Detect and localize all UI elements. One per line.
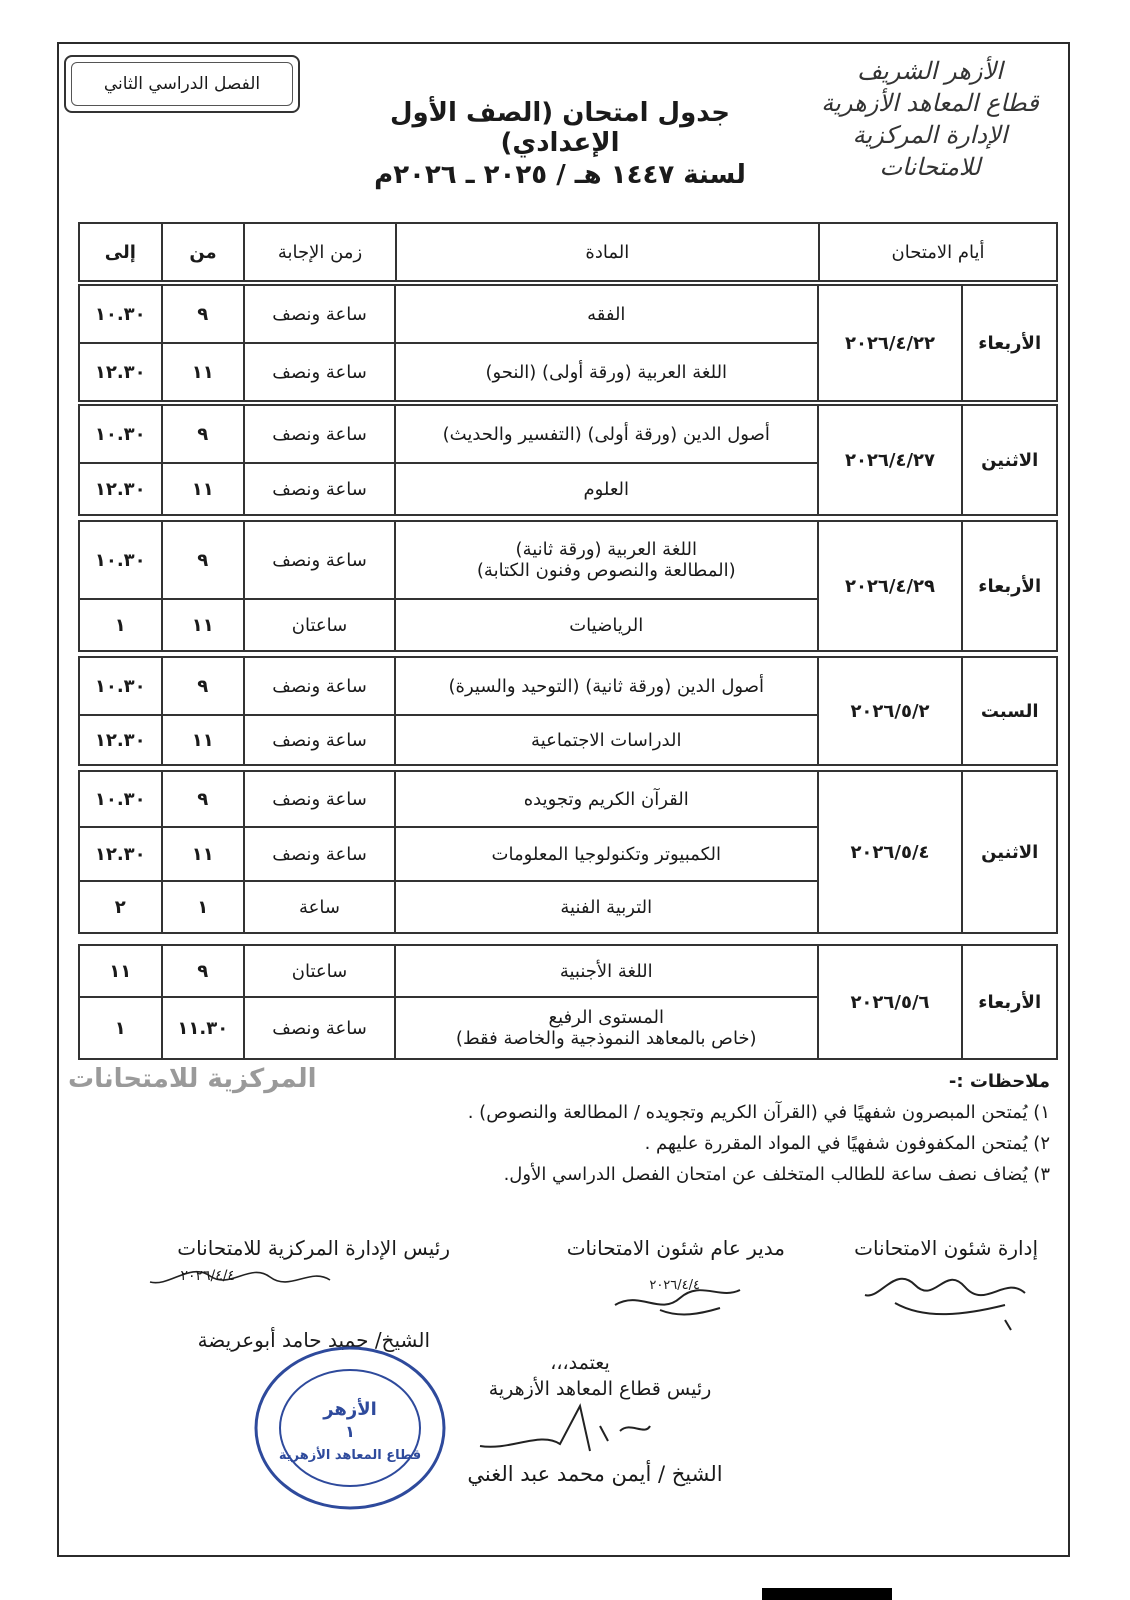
central-head-title: رئيس الإدارة المركزية للامتحانات bbox=[177, 1236, 450, 1260]
watermark-text: المركزية للامتحانات bbox=[68, 1064, 317, 1094]
azhar-logo bbox=[800, 55, 1060, 183]
note-item: ١) يُمتحن المبصرون شفهيًا في (القرآن الكريم وتجويده / المطالعة والنصوص) . bbox=[467, 1102, 1050, 1123]
exam-date: ٢٠٢٦/٤/٢٩ bbox=[818, 521, 963, 651]
schedule-header bbox=[78, 222, 1058, 282]
from-cell: ١١.٣٠ bbox=[162, 997, 245, 1059]
subject-cell: الفقه bbox=[395, 285, 818, 343]
duration-cell: ساعة ونصف bbox=[244, 997, 395, 1059]
sector-head-name: الشيخ / أيمن محمد عبد الغني bbox=[467, 1462, 723, 1486]
duration-cell: ساعة bbox=[244, 881, 395, 933]
duration-cell: ساعتان bbox=[244, 945, 395, 997]
from-cell: ٩ bbox=[162, 657, 245, 715]
subject-cell: أصول الدين (ورقة ثانية) (التوحيد والسيرة) bbox=[395, 657, 818, 715]
from-cell: ١ bbox=[162, 881, 245, 933]
stamp-text: ١ bbox=[345, 1422, 355, 1441]
logo-line-3: الإدارة المركزية للامتحانات bbox=[852, 121, 1008, 181]
from-cell: ٩ bbox=[162, 521, 245, 599]
duration-cell: ساعة ونصف bbox=[244, 715, 395, 765]
signature-central-head bbox=[140, 1262, 340, 1302]
signature-sector-head bbox=[470, 1396, 660, 1466]
notes-heading: ملاحظات :- bbox=[948, 1071, 1050, 1092]
to-cell: ١٠.٣٠ bbox=[79, 771, 162, 827]
exam-date: ٢٠٢٦/٥/٢ bbox=[818, 657, 963, 765]
to-cell: ١١ bbox=[79, 945, 162, 997]
from-cell: ١١ bbox=[162, 715, 245, 765]
day-name: الأربعاء bbox=[962, 945, 1057, 1059]
handwritten-date: ٢٠٢٦/٤/٤ bbox=[180, 1268, 235, 1284]
day-block bbox=[78, 284, 1058, 402]
day-name: الاثنين bbox=[962, 405, 1057, 515]
duration-cell: ساعة ونصف bbox=[244, 343, 395, 401]
exam-date: ٢٠٢٦/٥/٤ bbox=[818, 771, 963, 933]
subject-cell bbox=[395, 997, 818, 1059]
duration-cell: ساعة ونصف bbox=[244, 657, 395, 715]
sector-head-title: رئيس قطاع المعاهد الأزهرية bbox=[488, 1378, 712, 1400]
duration-cell: ساعة ونصف bbox=[244, 405, 395, 463]
from-cell: ١١ bbox=[162, 599, 245, 651]
note-item: ٣) يُضاف نصف ساعة للطالب المتخلف عن امتحان الفصل الدراسي الأول. bbox=[503, 1164, 1050, 1185]
subject-cell: أصول الدين (ورقة أولى) (التفسير والحديث) bbox=[395, 405, 818, 463]
subject-line-2: (المطالعة والنصوص وفنون الكتابة) bbox=[476, 560, 736, 581]
to-cell: ١٢.٣٠ bbox=[79, 343, 162, 401]
from-cell: ١١ bbox=[162, 463, 245, 515]
stamp-text: الأزهر bbox=[323, 1399, 377, 1420]
logo-line-1: الأزهر الشريف bbox=[857, 57, 1003, 85]
day-block bbox=[78, 656, 1058, 766]
from-cell: ٩ bbox=[162, 285, 245, 343]
to-cell: ١٠.٣٠ bbox=[79, 521, 162, 599]
from-cell: ٩ bbox=[162, 771, 245, 827]
to-cell: ١٠.٣٠ bbox=[79, 657, 162, 715]
to-cell: ١٠.٣٠ bbox=[79, 405, 162, 463]
subject-cell bbox=[395, 521, 818, 599]
header-to: إلى bbox=[79, 223, 162, 281]
academic-year: لسنة ١٤٤٧ هـ / ٢٠٢٥ ـ ٢٠٢٦م bbox=[374, 160, 746, 190]
from-cell: ٩ bbox=[162, 405, 245, 463]
term-label: الفصل الدراسي الثاني bbox=[103, 74, 261, 94]
to-cell: ١ bbox=[79, 599, 162, 651]
header-subject: المادة bbox=[396, 223, 819, 281]
note-item: ٢) يُمتحن المكفوفون شفهيًا في المواد المقررة عليهم . bbox=[644, 1133, 1050, 1154]
exams-affairs-title: إدارة شئون الامتحانات bbox=[854, 1236, 1038, 1260]
exam-date: ٢٠٢٦/٤/٢٢ bbox=[818, 285, 963, 401]
day-block bbox=[78, 944, 1058, 1060]
from-cell: ١١ bbox=[162, 343, 245, 401]
subject-line-1: المستوى الرفيع bbox=[548, 1007, 665, 1028]
to-cell: ١٢.٣٠ bbox=[79, 463, 162, 515]
to-cell: ٢ bbox=[79, 881, 162, 933]
central-head-name: الشيخ/ حميد حامد أبوعريضة bbox=[197, 1328, 430, 1352]
to-cell: ١٠.٣٠ bbox=[79, 285, 162, 343]
header-duration: زمن الإجابة bbox=[244, 223, 395, 281]
handwritten-date: ٢٠٢٦/٤/٤ bbox=[649, 1278, 700, 1293]
duration-cell: ساعتان bbox=[244, 599, 395, 651]
subject-cell: اللغة الأجنبية bbox=[395, 945, 818, 997]
signature-exams-affairs bbox=[855, 1265, 1035, 1335]
from-cell: ٩ bbox=[162, 945, 245, 997]
subject-cell: اللغة العربية (ورقة أولى) (النحو) bbox=[395, 343, 818, 401]
scan-artifact bbox=[762, 1588, 892, 1600]
to-cell: ١٢.٣٠ bbox=[79, 715, 162, 765]
header-from: من bbox=[162, 223, 245, 281]
notes-section bbox=[90, 1066, 1050, 1190]
page-title: جدول امتحان (الصف الأول الإعدادي) bbox=[389, 98, 731, 158]
from-cell: ١١ bbox=[162, 827, 245, 881]
day-block bbox=[78, 520, 1058, 652]
subject-cell: التربية الفنية bbox=[395, 881, 818, 933]
day-block bbox=[78, 770, 1058, 934]
to-cell: ١٢.٣٠ bbox=[79, 827, 162, 881]
duration-cell: ساعة ونصف bbox=[244, 771, 395, 827]
general-manager-title: مدير عام شئون الامتحانات bbox=[566, 1236, 785, 1260]
exam-date: ٢٠٢٦/٤/٢٧ bbox=[818, 405, 963, 515]
header-days: أيام الامتحان bbox=[819, 223, 1057, 281]
stamp-text: قطاع المعاهد الأزهرية bbox=[278, 1448, 422, 1463]
approve-label: يعتمد،،، bbox=[550, 1352, 610, 1374]
subject-cell: الكمبيوتر وتكنولوجيا المعلومات bbox=[395, 827, 818, 881]
subject-cell: الدراسات الاجتماعية bbox=[395, 715, 818, 765]
subject-cell: العلوم bbox=[395, 463, 818, 515]
official-stamp bbox=[250, 1343, 450, 1513]
duration-cell: ساعة ونصف bbox=[244, 463, 395, 515]
day-name: الأربعاء bbox=[962, 285, 1057, 401]
duration-cell: ساعة ونصف bbox=[244, 285, 395, 343]
day-block bbox=[78, 404, 1058, 516]
day-name: الأربعاء bbox=[962, 521, 1057, 651]
subject-line-2: (خاص بالمعاهد النموذجية والخاصة فقط) bbox=[455, 1028, 757, 1049]
duration-cell: ساعة ونصف bbox=[244, 827, 395, 881]
day-name: السبت bbox=[962, 657, 1057, 765]
subject-cell: القرآن الكريم وتجويده bbox=[395, 771, 818, 827]
logo-line-2: قطاع المعاهد الأزهرية bbox=[821, 89, 1039, 117]
day-name: الاثنين bbox=[962, 771, 1057, 933]
to-cell: ١ bbox=[79, 997, 162, 1059]
term-label-box bbox=[64, 55, 300, 113]
subject-line-1: اللغة العربية (ورقة ثانية) bbox=[515, 539, 697, 560]
duration-cell: ساعة ونصف bbox=[244, 521, 395, 599]
exam-date: ٢٠٢٦/٥/٦ bbox=[818, 945, 963, 1059]
subject-cell: الرياضيات bbox=[395, 599, 818, 651]
